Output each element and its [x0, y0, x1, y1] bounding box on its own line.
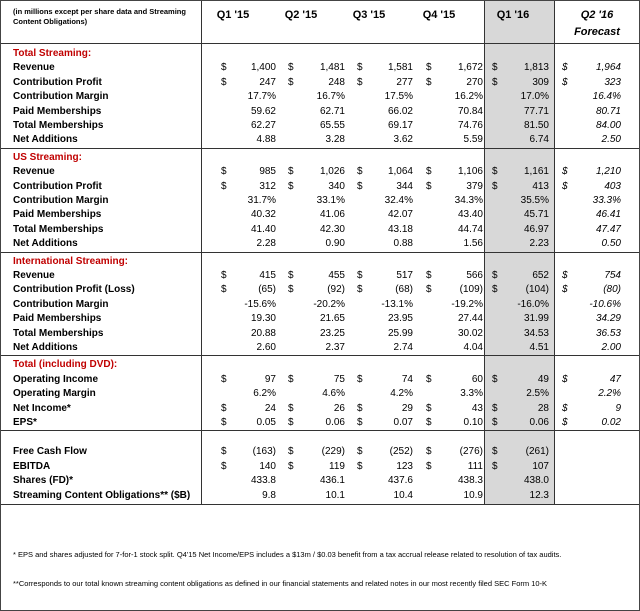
dollar-sign: $ — [357, 76, 363, 88]
dollar-sign: $ — [426, 402, 432, 414]
row-label: Contribution Margin — [13, 91, 109, 103]
value-cell: 1,400 — [250, 62, 276, 74]
dollar-sign: $ — [426, 166, 432, 178]
table-row — [1, 415, 639, 430]
dollar-sign: $ — [221, 166, 227, 178]
dollar-sign: $ — [288, 417, 294, 428]
dollar-sign: $ — [492, 180, 498, 192]
value-cell: 28 — [537, 402, 549, 414]
value-cell: 70.84 — [457, 105, 483, 117]
value-cell: 985 — [259, 166, 276, 178]
section-title-row — [1, 150, 639, 165]
value-cell: 10.9 — [463, 489, 483, 501]
value-cell: 309 — [532, 76, 549, 88]
value-cell: 0.10 — [463, 417, 483, 428]
value-cell: 40.32 — [250, 209, 276, 221]
dollar-sign: $ — [492, 446, 498, 458]
dollar-sign: $ — [562, 417, 568, 428]
value-cell: 1,210 — [595, 166, 621, 178]
dollar-sign: $ — [221, 180, 227, 192]
value-cell: 17.0% — [520, 91, 549, 103]
dollar-sign: $ — [288, 402, 294, 414]
row-label: Net Additions — [13, 238, 78, 250]
value-cell: -20.2% — [313, 298, 345, 310]
dollar-sign: $ — [492, 417, 498, 428]
value-cell: 4.6% — [322, 388, 345, 400]
value-cell: (229) — [321, 446, 345, 458]
dollar-sign: $ — [562, 402, 568, 414]
value-cell: 23.25 — [319, 327, 345, 339]
dollar-sign: $ — [221, 373, 227, 385]
dollar-sign: $ — [562, 373, 568, 385]
value-cell: 33.1% — [316, 195, 345, 206]
value-cell: 1,964 — [595, 62, 621, 74]
row-label: Total Memberships — [13, 223, 104, 235]
dollar-sign: $ — [357, 180, 363, 192]
value-cell: 438.0 — [523, 475, 549, 487]
value-cell: 66.02 — [387, 105, 413, 117]
table-row — [1, 340, 639, 355]
value-cell: 6.74 — [529, 134, 549, 146]
row-label: Operating Margin — [13, 388, 96, 400]
value-cell: 0.05 — [256, 417, 276, 428]
value-cell: 46.41 — [595, 209, 621, 221]
column-header: Q4 '15 — [422, 9, 456, 21]
table-row — [1, 459, 639, 474]
value-cell: 42.07 — [387, 209, 413, 221]
value-cell: 3.28 — [325, 134, 345, 146]
section-title-row — [1, 254, 639, 269]
value-cell: 16.7% — [316, 91, 345, 103]
value-cell: 16.4% — [592, 91, 621, 103]
row-label: Net Additions — [13, 134, 78, 146]
table-row — [1, 89, 639, 104]
value-cell: 0.88 — [393, 238, 413, 250]
value-cell: 0.06 — [529, 417, 549, 428]
value-cell: 17.5% — [384, 91, 413, 103]
section-title-row — [1, 357, 639, 372]
value-cell: 1,026 — [319, 166, 345, 178]
value-cell: 436.1 — [319, 475, 345, 487]
dollar-sign: $ — [221, 62, 227, 74]
value-cell: 81.50 — [523, 120, 549, 131]
value-cell: 24 — [264, 402, 276, 414]
value-cell: 44.74 — [457, 223, 483, 235]
value-cell: 323 — [604, 76, 621, 88]
table-row — [1, 297, 639, 312]
table-row — [1, 326, 639, 341]
dollar-sign: $ — [492, 270, 498, 281]
dollar-sign: $ — [288, 180, 294, 192]
value-cell: 32.4% — [384, 195, 413, 206]
row-label: Contribution Margin — [13, 298, 109, 310]
row-label: Contribution Margin — [13, 195, 109, 206]
row-label: Revenue — [13, 62, 55, 74]
dollar-sign: $ — [426, 373, 432, 385]
value-cell: -10.6% — [589, 298, 621, 310]
table-row — [1, 132, 639, 147]
value-cell: 75 — [333, 373, 345, 385]
table-row — [1, 60, 639, 75]
row-label: Paid Memberships — [13, 313, 102, 325]
dollar-sign: $ — [357, 402, 363, 414]
value-cell: 69.17 — [387, 120, 413, 131]
value-cell: 23.95 — [387, 313, 413, 325]
dollar-sign: $ — [562, 284, 568, 296]
dollar-sign: $ — [288, 373, 294, 385]
value-cell: 433.8 — [250, 475, 276, 487]
value-cell: 140 — [259, 460, 276, 472]
section-title: Total Streaming: — [13, 48, 92, 59]
value-cell: 74 — [401, 373, 413, 385]
dollar-sign: $ — [288, 166, 294, 178]
table-row — [1, 118, 639, 133]
dollar-sign: $ — [426, 76, 432, 88]
value-cell: 80.71 — [595, 105, 621, 117]
section-title-row — [1, 46, 639, 61]
value-cell: 19.30 — [250, 313, 276, 325]
dollar-sign: $ — [221, 460, 227, 472]
table-row — [1, 222, 639, 237]
dollar-sign: $ — [357, 417, 363, 428]
table-row — [1, 282, 639, 297]
table-row — [1, 311, 639, 326]
value-cell: (68) — [395, 284, 413, 296]
row-label: Revenue — [13, 270, 55, 281]
value-cell: 1,672 — [457, 62, 483, 74]
value-cell: 2.37 — [325, 342, 345, 353]
dollar-sign: $ — [357, 460, 363, 472]
value-cell: (252) — [389, 446, 413, 458]
value-cell: 107 — [532, 460, 549, 472]
value-cell: 123 — [396, 460, 413, 472]
section-title: International Streaming: — [13, 255, 129, 267]
value-cell: 34.3% — [454, 195, 483, 206]
dollar-sign: $ — [492, 373, 498, 385]
row-label: Free Cash Flow — [13, 446, 87, 458]
table-row — [1, 401, 639, 416]
row-label: Operating Income — [13, 373, 99, 385]
row-divider — [1, 148, 639, 149]
row-label: Total Memberships — [13, 327, 104, 339]
row-label: Paid Memberships — [13, 105, 102, 117]
dollar-sign: $ — [288, 270, 294, 281]
column-divider — [201, 1, 202, 504]
dollar-sign: $ — [221, 446, 227, 458]
value-cell: 41.06 — [319, 209, 345, 221]
value-cell: 111 — [467, 460, 483, 472]
dollar-sign: $ — [562, 166, 568, 178]
value-cell: 9.8 — [262, 489, 276, 501]
value-cell: 3.3% — [460, 388, 483, 400]
value-cell: 340 — [328, 180, 345, 192]
dollar-sign: $ — [288, 460, 294, 472]
value-cell: 4.2% — [390, 388, 413, 400]
column-divider — [554, 1, 555, 504]
value-cell: 248 — [328, 76, 345, 88]
table-row — [1, 488, 639, 503]
value-cell: 2.2% — [598, 388, 621, 400]
dollar-sign: $ — [357, 62, 363, 74]
dollar-sign: $ — [492, 62, 498, 74]
forecast-label: Forecast — [574, 26, 620, 38]
value-cell: 47 — [609, 373, 621, 385]
value-cell: 62.71 — [319, 105, 345, 117]
value-cell: 2.60 — [256, 342, 276, 353]
dollar-sign: $ — [357, 446, 363, 458]
value-cell: 437.6 — [387, 475, 413, 487]
section-title: Total (including DVD): — [13, 359, 118, 371]
value-cell: 10.4 — [393, 489, 413, 501]
dollar-sign: $ — [221, 284, 227, 296]
dollar-sign: $ — [562, 270, 568, 281]
value-cell: 41.40 — [250, 223, 276, 235]
value-cell: 35.5% — [520, 195, 549, 206]
value-cell: 29 — [401, 402, 413, 414]
row-divider — [1, 43, 639, 44]
value-cell: 65.55 — [319, 120, 345, 131]
row-label: Contribution Profit — [13, 180, 102, 192]
table-row — [1, 386, 639, 401]
row-label: Contribution Profit — [13, 76, 102, 88]
table-row — [1, 104, 639, 119]
value-cell: 49 — [537, 373, 549, 385]
value-cell: 33.3% — [592, 195, 621, 206]
dollar-sign: $ — [357, 166, 363, 178]
value-cell: 43.40 — [457, 209, 483, 221]
dollar-sign: $ — [357, 270, 363, 281]
value-cell: 2.50 — [601, 134, 621, 146]
column-header: Q1 '15 — [216, 9, 250, 21]
value-cell: 344 — [396, 180, 413, 192]
value-cell: 1,106 — [457, 166, 483, 178]
value-cell: (104) — [525, 284, 549, 296]
value-cell: 36.53 — [595, 327, 621, 339]
dollar-sign: $ — [562, 76, 568, 88]
dollar-sign: $ — [426, 270, 432, 281]
row-divider — [1, 504, 639, 505]
dollar-sign: $ — [426, 460, 432, 472]
row-divider — [1, 252, 639, 253]
row-label: Revenue — [13, 166, 55, 178]
column-header: Q2 '15 — [284, 9, 318, 21]
value-cell: 62.27 — [250, 120, 276, 131]
value-cell: (276) — [459, 446, 483, 458]
dollar-sign: $ — [221, 76, 227, 88]
value-cell: 3.62 — [393, 134, 413, 146]
value-cell: 0.90 — [325, 238, 345, 250]
value-cell: 45.71 — [523, 209, 549, 221]
dollar-sign: $ — [426, 446, 432, 458]
value-cell: 1,161 — [523, 166, 549, 178]
footnote-content-obligations: **Corresponds to our total known streaming content obligations as defined in our financial statements and related notes in our most recently filed SEC Form 10-K — [13, 579, 548, 588]
value-cell: 1,064 — [387, 166, 413, 178]
value-cell: 312 — [259, 180, 276, 192]
dollar-sign: $ — [492, 166, 498, 178]
value-cell: 379 — [466, 180, 483, 192]
column-header: Q3 '15 — [352, 9, 386, 21]
value-cell: 9 — [615, 402, 621, 414]
value-cell: (109) — [459, 284, 483, 296]
value-cell: 119 — [329, 460, 345, 472]
dollar-sign: $ — [492, 402, 498, 414]
value-cell: 1,481 — [319, 62, 345, 74]
value-cell: 415 — [259, 270, 276, 281]
value-cell: 34.53 — [523, 327, 549, 339]
value-cell: 455 — [328, 270, 345, 281]
dollar-sign: $ — [357, 284, 363, 296]
row-label: EBITDA — [13, 460, 51, 472]
footnote-eps: * EPS and shares adjusted for 7-for-1 stock split. Q4'15 Net Income/EPS includes a $13m / $0.03 benefit from a tax accrual release related to resolution of tax audits. — [13, 550, 562, 559]
value-cell: 247 — [259, 76, 276, 88]
section-title: US Streaming: — [13, 151, 82, 163]
value-cell: 413 — [532, 180, 549, 192]
dollar-sign: $ — [562, 62, 568, 74]
column-divider — [484, 1, 485, 504]
value-cell: (261) — [525, 446, 549, 458]
table-row — [1, 179, 639, 194]
value-cell: 0.02 — [601, 417, 621, 428]
value-cell: 46.97 — [523, 223, 549, 235]
table-row — [1, 473, 639, 488]
table-row — [1, 236, 639, 251]
value-cell: -15.6% — [244, 298, 276, 310]
row-label: Net Income* — [13, 402, 71, 414]
value-cell: 5.59 — [463, 134, 483, 146]
dollar-sign: $ — [288, 284, 294, 296]
dollar-sign: $ — [221, 402, 227, 414]
dollar-sign: $ — [426, 62, 432, 74]
value-cell: 10.1 — [325, 489, 345, 501]
value-cell: 42.30 — [319, 223, 345, 235]
value-cell: 2.5% — [526, 388, 549, 400]
value-cell: (65) — [258, 284, 276, 296]
row-label: Paid Memberships — [13, 209, 102, 221]
value-cell: 0.50 — [601, 238, 621, 250]
dollar-sign: $ — [288, 446, 294, 458]
value-cell: 1,813 — [523, 62, 549, 74]
value-cell: 43.18 — [387, 223, 413, 235]
value-cell: 270 — [466, 76, 483, 88]
value-cell: 4.51 — [529, 342, 549, 353]
value-cell: 1,581 — [387, 62, 413, 74]
value-cell: 59.62 — [250, 105, 276, 117]
table-row — [1, 372, 639, 387]
column-header: Q2 '16 — [580, 9, 614, 21]
value-cell: 4.04 — [463, 342, 483, 353]
value-cell: -13.1% — [381, 298, 413, 310]
units-note: (in millions except per share data and Streaming Content Obligations) — [13, 7, 186, 26]
row-label: EPS* — [13, 417, 37, 428]
value-cell: 2.28 — [256, 238, 276, 250]
dollar-sign: $ — [562, 180, 568, 192]
value-cell: 12.3 — [529, 489, 549, 501]
dollar-sign: $ — [221, 417, 227, 428]
value-cell: 20.88 — [250, 327, 276, 339]
row-divider — [1, 355, 639, 356]
table-row — [1, 75, 639, 90]
dollar-sign: $ — [288, 76, 294, 88]
dollar-sign: $ — [426, 284, 432, 296]
value-cell: 652 — [532, 270, 549, 281]
dollar-sign: $ — [492, 460, 498, 472]
row-label: Shares (FD)* — [13, 475, 74, 487]
row-label: Total Memberships — [13, 120, 104, 131]
column-header: Q1 '16 — [496, 9, 530, 21]
value-cell: 403 — [604, 180, 621, 192]
value-cell: 74.76 — [457, 120, 483, 131]
table-row — [1, 164, 639, 179]
value-cell: 21.65 — [319, 313, 345, 325]
value-cell: -16.0% — [517, 298, 549, 310]
value-cell: 97 — [264, 373, 276, 385]
dollar-sign: $ — [221, 270, 227, 281]
table-row — [1, 207, 639, 222]
value-cell: 277 — [396, 76, 413, 88]
value-cell: 43 — [471, 402, 483, 414]
row-divider — [1, 430, 639, 431]
value-cell: 34.29 — [595, 313, 621, 325]
value-cell: 31.7% — [247, 195, 276, 206]
value-cell: (92) — [327, 284, 345, 296]
value-cell: 0.07 — [393, 417, 413, 428]
value-cell: 566 — [466, 270, 483, 281]
value-cell: 16.2% — [454, 91, 483, 103]
value-cell: 25.99 — [387, 327, 413, 339]
value-cell: (163) — [252, 446, 276, 458]
value-cell: 30.02 — [457, 327, 483, 339]
row-label: Net Additions — [13, 342, 78, 353]
value-cell: 2.00 — [601, 342, 621, 353]
value-cell: 2.23 — [529, 238, 549, 250]
dollar-sign: $ — [426, 180, 432, 192]
value-cell: 6.2% — [253, 388, 276, 400]
value-cell: 27.44 — [457, 313, 483, 325]
value-cell: 2.74 — [393, 342, 413, 353]
value-cell: 4.88 — [256, 134, 276, 146]
value-cell: 438.3 — [457, 475, 483, 487]
value-cell: 47.47 — [595, 223, 621, 235]
dollar-sign: $ — [492, 284, 498, 296]
table-row — [1, 444, 639, 459]
row-label: Contribution Profit (Loss) — [13, 284, 135, 296]
value-cell: 60 — [471, 373, 483, 385]
value-cell: (80) — [603, 284, 621, 296]
dollar-sign: $ — [288, 62, 294, 74]
value-cell: -19.2% — [451, 298, 483, 310]
value-cell: 26 — [333, 402, 345, 414]
value-cell: 517 — [396, 270, 413, 281]
table-row — [1, 193, 639, 208]
value-cell: 31.99 — [523, 313, 549, 325]
value-cell: 84.00 — [595, 120, 621, 131]
value-cell: 77.71 — [523, 105, 549, 117]
value-cell: 0.06 — [325, 417, 345, 428]
table-row — [1, 268, 639, 283]
dollar-sign: $ — [426, 417, 432, 428]
value-cell: 754 — [604, 270, 621, 281]
dollar-sign: $ — [357, 373, 363, 385]
value-cell: 1.56 — [463, 238, 483, 250]
dollar-sign: $ — [492, 76, 498, 88]
value-cell: 17.7% — [247, 91, 276, 103]
row-label: Streaming Content Obligations** ($B) — [13, 489, 191, 501]
